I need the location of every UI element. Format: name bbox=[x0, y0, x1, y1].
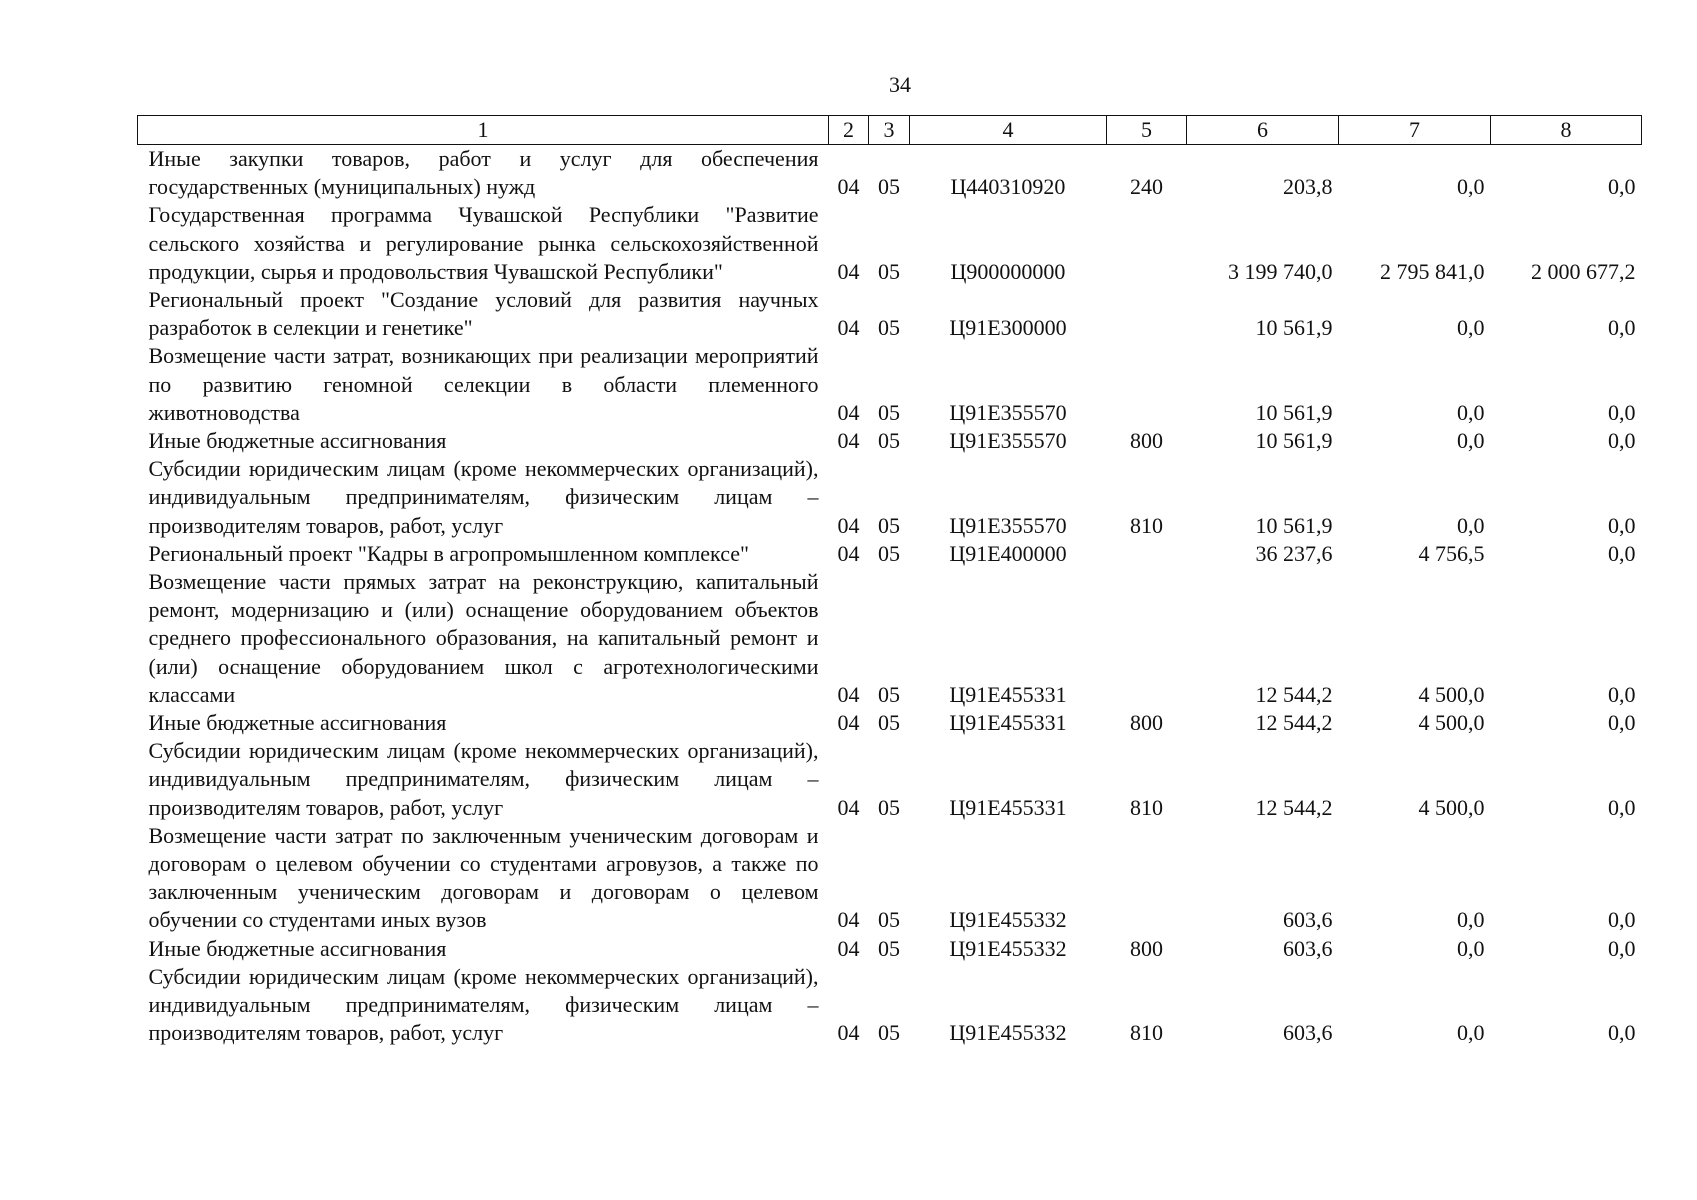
row-subsection: 05 bbox=[878, 710, 900, 736]
row-amount-3: 2 000 677,2 bbox=[1531, 258, 1636, 284]
row-section: 04 bbox=[837, 710, 860, 736]
row-amount-3: 0,0 bbox=[1608, 794, 1636, 820]
row-amount-2: 0,0 bbox=[1457, 315, 1485, 341]
row-subsection: 05 bbox=[878, 428, 900, 454]
table-row bbox=[138, 455, 1642, 540]
table-row bbox=[138, 145, 1642, 202]
row-amount-1: 10 561,9 bbox=[1255, 512, 1333, 538]
header-col-8: 8 bbox=[1491, 116, 1642, 145]
row-name: Региональный проект "Кадры в агропромышленном комплексе" bbox=[148, 540, 749, 566]
row-section: 04 bbox=[837, 794, 860, 820]
row-name: Возмещение части затрат по заключенным ученическим договорам и договорам о целевом обучении со студентами агровузов, а также по заключенным ученическим договорам и договорам о целевом обучении со студентами иных вузов bbox=[148, 822, 819, 933]
row-amount-3: 0,0 bbox=[1608, 174, 1636, 200]
page-number: 34 bbox=[889, 72, 911, 97]
row-target-article: Ц91Е400000 bbox=[949, 540, 1067, 566]
row-expense-type: 240 bbox=[1130, 174, 1163, 200]
row-target-article: Ц91Е355570 bbox=[949, 428, 1067, 454]
row-section: 04 bbox=[837, 258, 860, 284]
row-section: 04 bbox=[837, 907, 860, 933]
row-section: 04 bbox=[837, 512, 860, 538]
row-amount-3: 0,0 bbox=[1608, 1020, 1636, 1046]
row-target-article: Ц91Е455331 bbox=[949, 681, 1067, 707]
row-expense-type: 810 bbox=[1130, 794, 1163, 820]
row-amount-2: 4 500,0 bbox=[1418, 794, 1485, 820]
row-subsection: 05 bbox=[878, 935, 900, 961]
row-target-article: Ц440310920 bbox=[950, 174, 1066, 200]
row-amount-3: 0,0 bbox=[1608, 935, 1636, 961]
row-subsection: 05 bbox=[878, 174, 900, 200]
header-col-5: 5 bbox=[1107, 116, 1187, 145]
header-col-7: 7 bbox=[1339, 116, 1491, 145]
row-target-article: Ц91Е455332 bbox=[949, 907, 1067, 933]
row-expense-type bbox=[1107, 201, 1187, 286]
row-amount-2: 2 795 841,0 bbox=[1380, 258, 1485, 284]
row-amount-3: 0,0 bbox=[1608, 710, 1636, 736]
budget-table bbox=[137, 115, 1642, 1048]
row-amount-2: 4 500,0 bbox=[1418, 710, 1485, 736]
row-name: Иные бюджетные ассигнования bbox=[148, 935, 447, 961]
row-amount-1: 12 544,2 bbox=[1255, 710, 1333, 736]
row-amount-3: 0,0 bbox=[1608, 399, 1636, 425]
row-expense-type: 800 bbox=[1130, 428, 1163, 454]
table-header bbox=[138, 116, 1642, 145]
row-section: 04 bbox=[837, 428, 860, 454]
table-row bbox=[138, 427, 1642, 455]
table-row bbox=[138, 342, 1642, 427]
row-amount-1: 12 544,2 bbox=[1255, 681, 1333, 707]
row-amount-1: 10 561,9 bbox=[1255, 428, 1333, 454]
table-row bbox=[138, 286, 1642, 342]
header-col-1: 1 bbox=[138, 116, 829, 145]
row-subsection: 05 bbox=[878, 907, 900, 933]
row-target-article: Ц91Е355570 bbox=[949, 399, 1067, 425]
row-name: Субсидии юридическим лицам (кроме некоммерческих организаций), индивидуальным предпринимателям, физическим лицам – производителям товаров, работ, услуг bbox=[148, 456, 819, 538]
row-name: Субсидии юридическим лицам (кроме некоммерческих организаций), индивидуальным предпринимателям, физическим лицам – производителям товаров, работ, услуг bbox=[148, 963, 819, 1046]
row-amount-3: 0,0 bbox=[1608, 512, 1636, 538]
row-target-article: Ц91Е455332 bbox=[949, 1020, 1067, 1046]
row-amount-1: 12 544,2 bbox=[1255, 794, 1333, 820]
row-section: 04 bbox=[837, 399, 860, 425]
table-row bbox=[138, 709, 1642, 737]
row-expense-type bbox=[1107, 342, 1187, 427]
row-amount-2: 4 500,0 bbox=[1418, 681, 1485, 707]
row-name: Субсидии юридическим лицам (кроме некоммерческих организаций), индивидуальным предпринимателям, физическим лицам – производителям товаров, работ, услуг bbox=[148, 738, 819, 820]
header-col-4: 4 bbox=[910, 116, 1107, 145]
row-section: 04 bbox=[837, 935, 860, 961]
table-row bbox=[138, 963, 1642, 1048]
row-amount-3: 0,0 bbox=[1608, 315, 1636, 341]
header-row bbox=[138, 116, 1642, 145]
row-subsection: 05 bbox=[878, 258, 900, 284]
table-body bbox=[138, 145, 1642, 1048]
table-row bbox=[138, 822, 1642, 935]
row-amount-3: 0,0 bbox=[1608, 540, 1636, 566]
row-subsection: 05 bbox=[878, 794, 900, 820]
row-section: 04 bbox=[837, 174, 860, 200]
table-row bbox=[138, 568, 1642, 709]
row-subsection: 05 bbox=[878, 681, 900, 707]
row-amount-2: 4 756,5 bbox=[1418, 540, 1485, 566]
row-amount-2: 0,0 bbox=[1457, 428, 1485, 454]
row-expense-type bbox=[1107, 822, 1187, 935]
row-name: Возмещение части прямых затрат на реконструкцию, капитальный ремонт, модернизацию и (или) оснащение оборудованием объектов среднего профессионального образования, на капитальный ремонт и (или) оснащение оборудованием школ с агротехнологическими классами bbox=[148, 569, 819, 707]
row-subsection: 05 bbox=[878, 512, 900, 538]
row-target-article: Ц91Е355570 bbox=[949, 512, 1067, 538]
row-amount-1: 36 237,6 bbox=[1255, 540, 1333, 566]
row-amount-2: 0,0 bbox=[1457, 399, 1485, 425]
row-subsection: 05 bbox=[878, 315, 900, 341]
row-subsection: 05 bbox=[878, 1020, 900, 1046]
row-target-article: Ц91Е455332 bbox=[949, 935, 1067, 961]
row-expense-type: 810 bbox=[1130, 1020, 1163, 1046]
row-amount-2: 0,0 bbox=[1457, 907, 1485, 933]
row-section: 04 bbox=[837, 315, 860, 341]
row-name: Иные закупки товаров, работ и услуг для обеспечения государственных (муниципальных) нужд bbox=[148, 146, 819, 200]
row-expense-type: 800 bbox=[1130, 710, 1163, 736]
row-expense-type: 800 bbox=[1130, 935, 1163, 961]
row-target-article: Ц91Е300000 bbox=[949, 315, 1067, 341]
header-col-6: 6 bbox=[1187, 116, 1339, 145]
row-amount-1: 10 561,9 bbox=[1255, 315, 1333, 341]
table-row bbox=[138, 935, 1642, 963]
row-amount-2: 0,0 bbox=[1457, 1020, 1485, 1046]
table-row bbox=[138, 201, 1642, 286]
row-amount-1: 603,6 bbox=[1283, 935, 1333, 961]
row-amount-2: 0,0 bbox=[1457, 174, 1485, 200]
row-amount-1: 603,6 bbox=[1283, 907, 1333, 933]
row-amount-3: 0,0 bbox=[1608, 907, 1636, 933]
table-row bbox=[138, 737, 1642, 822]
row-target-article: Ц91Е455331 bbox=[949, 710, 1067, 736]
row-amount-1: 603,6 bbox=[1283, 1020, 1333, 1046]
row-amount-1: 3 199 740,0 bbox=[1228, 258, 1333, 284]
row-name: Иные бюджетные ассигнования bbox=[148, 710, 447, 736]
row-amount-1: 10 561,9 bbox=[1255, 399, 1333, 425]
row-expense-type bbox=[1107, 286, 1187, 342]
row-subsection: 05 bbox=[878, 399, 900, 425]
row-target-article: Ц91Е455331 bbox=[949, 794, 1067, 820]
row-name: Государственная программа Чувашской Республики "Развитие сельского хозяйства и регулирование рынка сельскохозяйственной продукции, сырья и продовольствия Чувашской Республики" bbox=[148, 202, 819, 284]
row-name: Иные бюджетные ассигнования bbox=[148, 428, 447, 454]
row-target-article: Ц900000000 bbox=[950, 258, 1066, 284]
row-amount-3: 0,0 bbox=[1608, 681, 1636, 707]
row-expense-type: 810 bbox=[1130, 512, 1163, 538]
row-expense-type bbox=[1107, 568, 1187, 709]
row-subsection: 05 bbox=[878, 540, 900, 566]
row-section: 04 bbox=[837, 1020, 860, 1046]
header-col-2: 2 bbox=[829, 116, 869, 145]
row-amount-1: 203,8 bbox=[1283, 174, 1333, 200]
row-amount-3: 0,0 bbox=[1608, 428, 1636, 454]
table-row bbox=[138, 540, 1642, 568]
row-amount-2: 0,0 bbox=[1457, 935, 1485, 961]
row-section: 04 bbox=[837, 540, 860, 566]
row-section: 04 bbox=[837, 681, 860, 707]
row-name: Региональный проект "Создание условий для развития научных разработок в селекции и генетике" bbox=[148, 287, 819, 341]
row-amount-2: 0,0 bbox=[1457, 512, 1485, 538]
row-expense-type bbox=[1107, 540, 1187, 568]
header-col-3: 3 bbox=[869, 116, 910, 145]
row-name: Возмещение части затрат, возникающих при реализации мероприятий по развитию геномной селекции в области племенного животноводства bbox=[148, 343, 819, 425]
